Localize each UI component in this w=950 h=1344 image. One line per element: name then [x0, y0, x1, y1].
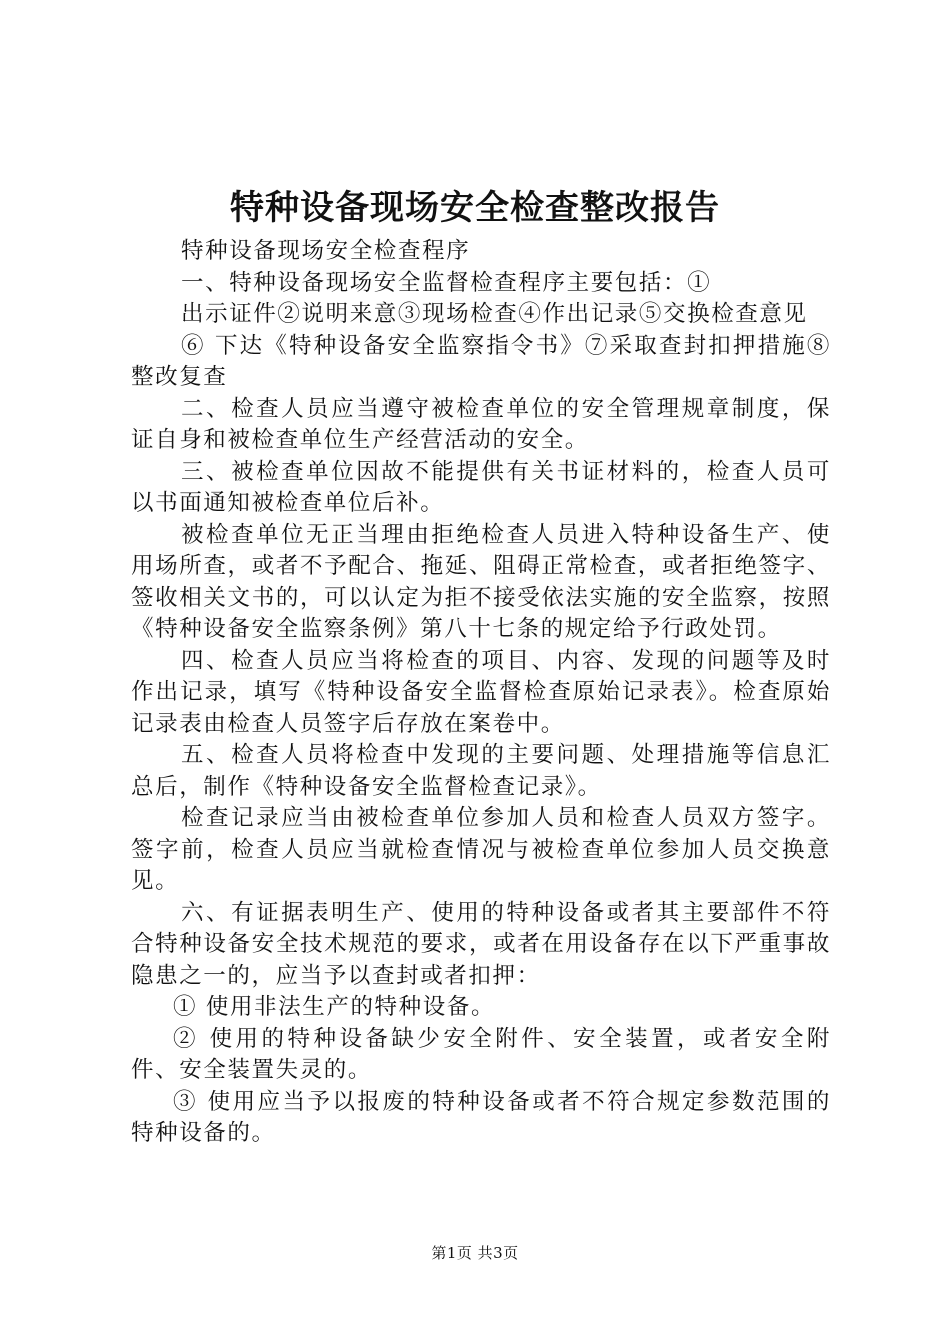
paragraph: 二、检查人员应当遵守被检查单位的安全管理规章制度，保证自身和被检查单位生产经营活动的安全。 — [131, 395, 831, 453]
paragraph: 检查记录应当由被检查单位参加人员和检查人员双方签字。签字前，检查人员应当就检查情况与被检查单位参加人员交换意见。 — [131, 805, 831, 894]
document-title: 特种设备现场安全检查整改报告 — [230, 188, 720, 228]
paragraph: ⑥ 下达《特种设备安全监察指令书》⑦采取查封扣押措施⑧整改复查 — [131, 332, 831, 390]
paragraph: 三、被检查单位因故不能提供有关书证材料的，检查人员可以书面通知被检查单位后补。 — [131, 458, 831, 516]
paragraph: 四、检查人员应当将检查的项目、内容、发现的问题等及时作出记录，填写《特种设备安全监督检查原始记录表》。检查原始记录表由检查人员签字后存放在案卷中。 — [131, 647, 831, 737]
paragraph: 一、特种设备现场安全监督检查程序主要包括：① — [181, 269, 712, 296]
paragraph: 特种设备现场安全检查程序 — [181, 238, 471, 264]
paragraph: 被检查单位无正当理由拒绝检查人员进入特种设备生产、使用场所查，或者不予配合、拖延、阻碍正常检查，或者拒绝签字、签收相关文书的，可以认定为拒不接受依法实施的安全监察，按照《特种设备安全监察条例》第八十七条的规定给予行政处罚。 — [131, 521, 831, 642]
page-footer: 第1页 共3页 — [431, 1244, 519, 1262]
document-body — [131, 236, 831, 1150]
paragraph: 出示证件②说明来意③现场检查④作出记录⑤交换检查意见 — [181, 301, 808, 327]
list-item: ② 使用的特种设备缺少安全附件、安全装置，或者安全附件、安全装置失灵的。 — [131, 1025, 831, 1083]
paragraph: 六、有证据表明生产、使用的特种设备或者其主要部件不符合特种设备安全技术规范的要求，或者在用设备存在以下严重事故隐患之一的，应当予以查封或者扣押： — [131, 899, 831, 989]
list-item: ① 使用非法生产的特种设备。 — [173, 994, 496, 1020]
paragraph: 五、检查人员将检查中发现的主要问题、处理措施等信息汇总后，制作《特种设备安全监督检查记录》。 — [131, 742, 831, 800]
list-item: ③ 使用应当予以报废的特种设备或者不符合规定参数范围的特种设备的。 — [131, 1088, 831, 1146]
